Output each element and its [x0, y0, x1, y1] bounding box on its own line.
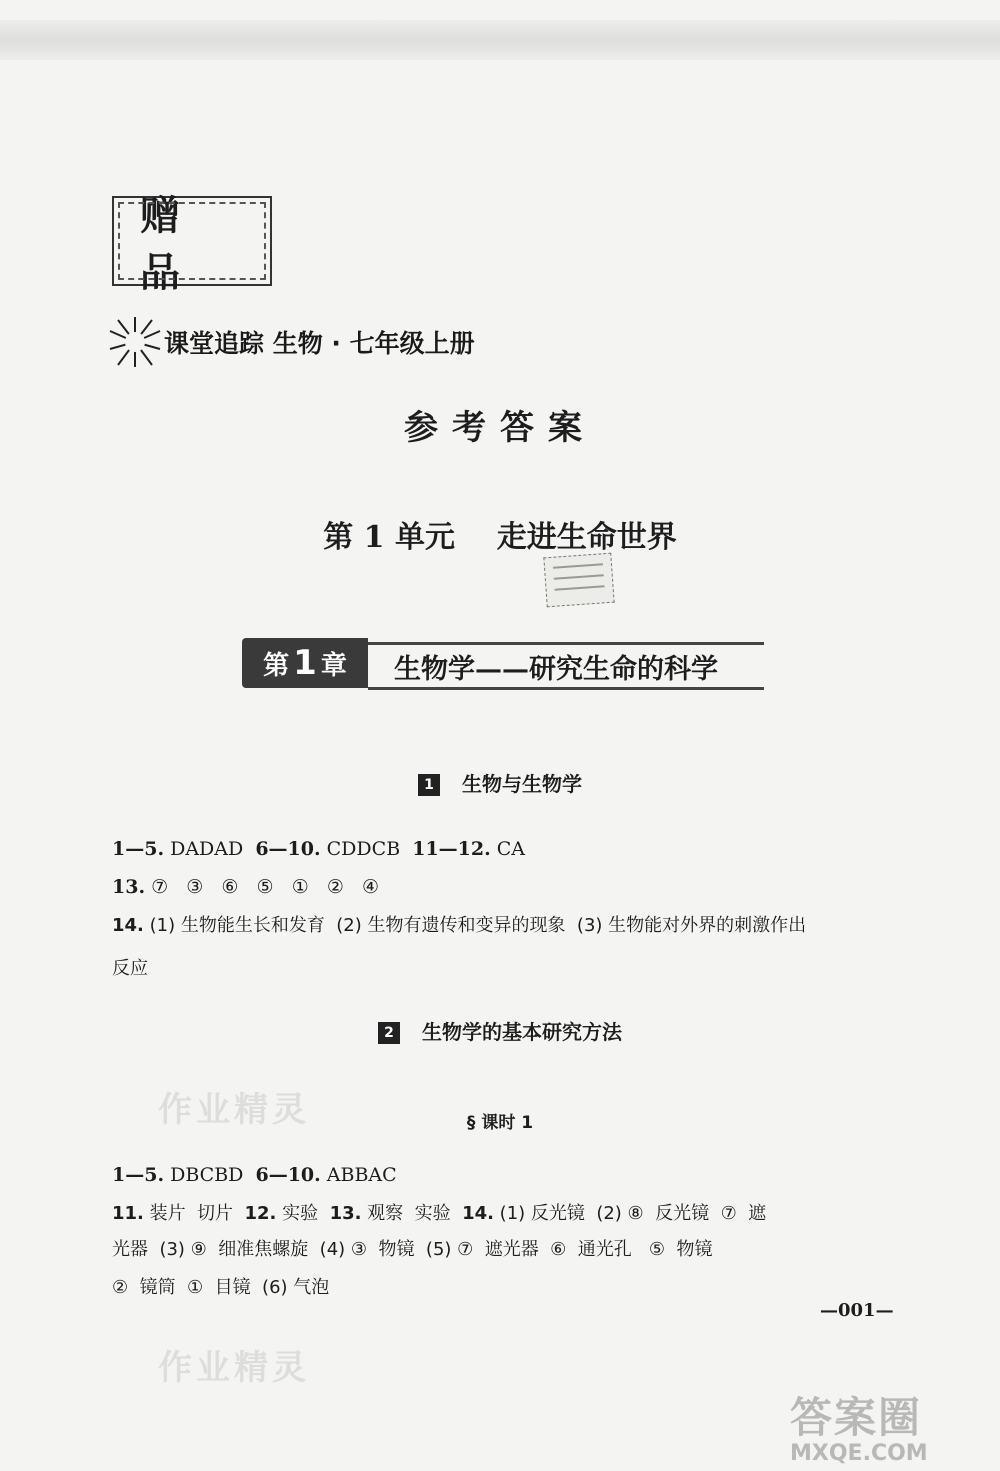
site-logo	[790, 1385, 990, 1465]
gift-label: 赠 品	[112, 196, 272, 286]
answer-line: 14. (1) 生物能生长和发育 (2) 生物有遗传和变异的现象 (3) 生物能对外界的刺激作出	[112, 915, 807, 936]
section-number-1: 1	[418, 774, 440, 796]
book-heading	[108, 312, 475, 372]
chapter-prefix: 第	[263, 650, 290, 681]
answer-line: ② 镜筒 ① 目镜 (6) 气泡	[112, 1277, 330, 1298]
answer-line: 反应	[112, 958, 148, 979]
section-title-1: 生物与生物学	[462, 772, 582, 796]
logo-url: MXQE.COM	[790, 1441, 928, 1466]
answer-line: 13. ⑦ ③ ⑥ ⑤ ① ② ④	[112, 876, 380, 898]
watermark: 作业精灵	[158, 1348, 310, 1388]
section-number-2: 2	[378, 1022, 400, 1044]
section-title-2: 生物学的基本研究方法	[422, 1020, 622, 1044]
answer-line: 光器 (3) ⑨ 细准焦螺旋 (4) ③ 物镜 (5) ⑦ 遮光器 ⑥ 通光孔 ⑤ 物镜	[112, 1239, 713, 1260]
page-title: 参考答案	[404, 408, 596, 448]
watermark: 作业精灵	[158, 1090, 310, 1130]
chapter-banner	[242, 638, 764, 690]
chapter-title: 生物学——研究生命的科学	[368, 642, 764, 690]
section-heading-2	[0, 1016, 1000, 1045]
logo-text: 答案圈	[790, 1393, 923, 1442]
sunburst-icon	[108, 315, 162, 369]
chapter-number: 1	[293, 643, 317, 683]
chapter-label	[242, 638, 368, 688]
answer-line: 1—5. DADAD 6—10. CDDCB 11—12. CA	[112, 838, 526, 860]
answer-line: 11. 装片 切片 12. 实验 13. 观察 实验 14. (1) 反光镜 (2) ⑧ 反光镜 ⑦ 遮	[112, 1203, 767, 1224]
answer-line: 1—5. DBCBD 6—10. ABBAC	[112, 1164, 397, 1186]
stamp-image	[543, 553, 614, 608]
book-title: 课堂追踪 生物 · 七年级上册	[164, 329, 475, 358]
unit-title: 第 1 单元 走进生命世界	[323, 520, 677, 555]
page-number: —001—	[820, 1300, 894, 1321]
chapter-suffix: 章	[320, 650, 347, 681]
lesson-heading: § 课时 1	[466, 1113, 534, 1133]
section-heading-1	[0, 768, 1000, 797]
scan-header-band	[0, 20, 1000, 60]
